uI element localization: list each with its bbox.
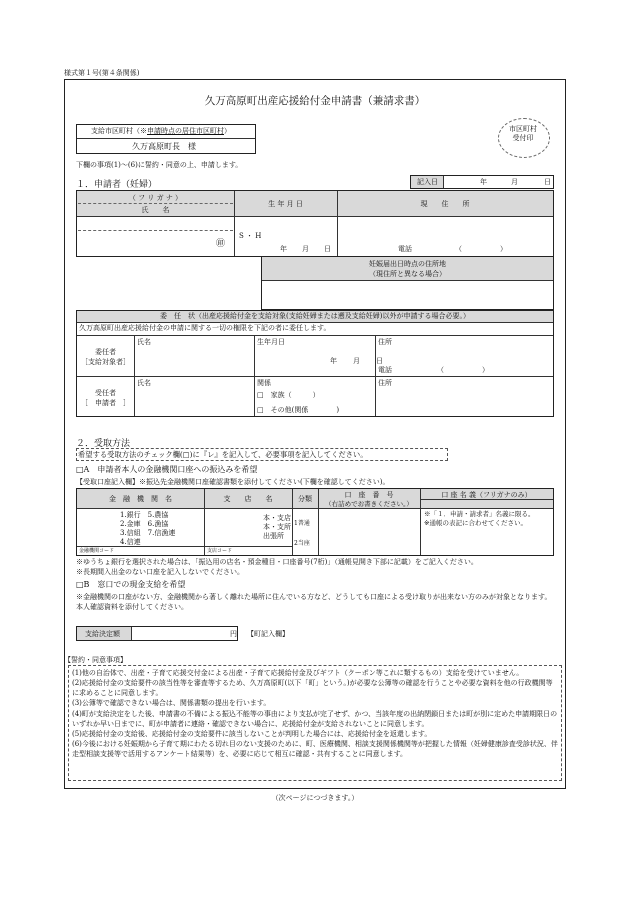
pledge-item: (6)今後における妊娠期から子育て期にわたる切れ目のない支援のために、町、医療機関、相談支援関係機関等が把握した情報（妊婦健康診査受診状況、伴走型相談支援等で活用するアンケート結果等）を、必要に応じて相互に確認・共有することに同意します。 (72, 739, 558, 759)
delegation-statement: 久万高原町出産応援給付金の申請に関する一切の権限を下記の者に委任します。 (79, 324, 331, 332)
pledge-item: (2)応援給付金の支給要件の該当性等を審査等するため、久万高原町(以下「町」という。)が必要な公簿等の確認を行うことや必要な資料を他の行政機関等に求めることに同意します。 (72, 679, 553, 698)
name-label: 氏 名 (141, 206, 170, 214)
col-bank: 金 融 機 関 名 (109, 495, 172, 503)
delegator-label: 委任者 (95, 348, 116, 356)
pledge-title: 【誓約・同意事項】 (64, 656, 127, 664)
pledge-item: (3)公簿等で確認できない場合は、関係書類の提出を行います。 (72, 699, 271, 708)
branch-code-label: 支店コード (207, 548, 233, 554)
dormant-note: ※長期間入出金のない口座を記入しないでください。 (76, 568, 244, 576)
municipality-name: 久万高原町長 様 (132, 142, 196, 151)
instruction: 下欄の事項(1)～(6)に誓約・同意の上、申請します。 (76, 161, 243, 169)
pledge-item: (1)他の自治体で、出産・子育て応援交付金による出産・子育て応援給付金及びギフト（クーポン等これに類するもの）支給を受けていません。 (72, 669, 524, 677)
pledge-item: (4)町が支給決定をした後、申請書の不備による振込不能等の事由により支払が完了せず、かつ、当該年度の出納閉鎖日または町が別に定めた申請期限日のいずれか早い日までに、町が申請者に連絡・確認できない場合に、応援給付金が支給されないことに同意します。 (72, 709, 558, 728)
pregnancy-address-title: 妊娠届出日時点の住所地 (369, 260, 446, 268)
era-label: S ・ H (239, 232, 262, 240)
pledge-item: (5)応援給付金の支給後、応援給付金の支給要件に該当しないことが判明した場合には、応援給付金を返還します。 (72, 729, 432, 738)
delegate-label: 受任者 (95, 389, 116, 397)
relation-other-checkbox[interactable]: □ その他(関係 ) (257, 406, 340, 414)
section2-instruction: 希望する受取方法のチェック欄(□)に『レ』を記入して、必要事項を記入してください。 (78, 450, 368, 459)
option-b-checkbox[interactable]: □B 窓口での現金支給を希望 (76, 580, 186, 589)
bank-note: 【受取口座記入欄】※振込先金融機関口座確認書類を添付してください(下欄を確認してください)。 (76, 478, 390, 486)
form-title: 久万高原町出産応援給付金申請書（兼請求書） (204, 95, 426, 107)
col-type: 分類 (298, 495, 312, 503)
reception-stamp-label: 市区町村 受付印 (509, 125, 537, 143)
section1-heading: １．申請者（妊婦） (76, 180, 158, 190)
yucho-note: ※ゆうちょ銀行を選択された場合は、「振込用の店名・預金種目・口座番号(7桁)」（通帳見開き下部に記載）をご記入ください。 (76, 558, 478, 566)
birthdate-label: 生 年 月 日 (268, 200, 303, 208)
town-note: 【町記入欄】 (247, 630, 289, 638)
holder-note: ※「１．申請・請求者」名義に限る。 ※通帳の表記に合わせてください。 (424, 510, 535, 528)
col-account: 口 座 番 号 (344, 491, 394, 499)
bank-code-label: 金融機関コード (79, 548, 115, 554)
payment-label: 支給決定額 (85, 630, 120, 638)
phone-label: 電話 (398, 245, 412, 253)
option-b-note: ※金融機関の口座がない方、金融機関から著しく離れた場所に住んでいる方など、どうしても口座による受け取りが出来ない方のみが対象となります。本人確認資料を添付してください。 (76, 593, 552, 612)
col-holder: 口 座 名 義（フリガナのみ） (441, 491, 532, 499)
relation-family-checkbox[interactable]: □ 家族（ ） (257, 391, 320, 399)
furigana-label: （ フ リ ガ ナ ） (128, 194, 183, 202)
pregnancy-address-sub: （現住所と異なる場合） (369, 270, 446, 278)
section2-heading: ２．受取方法 (76, 439, 131, 449)
municipality-label: 支給市区町村（※申請時点の居住市区町村） (91, 127, 231, 135)
seal-icon: ㊞ (216, 239, 226, 249)
delegation-title: 委 任 状（出産応援給付金を支給対象(支給妊婦または遡及支給妊婦)以外が申請する場合必要。） (160, 312, 470, 320)
option-a-checkbox[interactable]: □A 申請者本人の金融機関口座への振込みを希望 (76, 465, 258, 474)
footer-note: （次ページにつづきます。） (271, 794, 359, 802)
pledge-list (72, 668, 558, 759)
form-number: 様式第１号(第４条関係) (64, 69, 140, 77)
entry-date-label: 記入日 (417, 178, 438, 186)
address-label: 現 住 所 (420, 200, 470, 208)
col-branch: 支 店 名 (223, 495, 273, 503)
